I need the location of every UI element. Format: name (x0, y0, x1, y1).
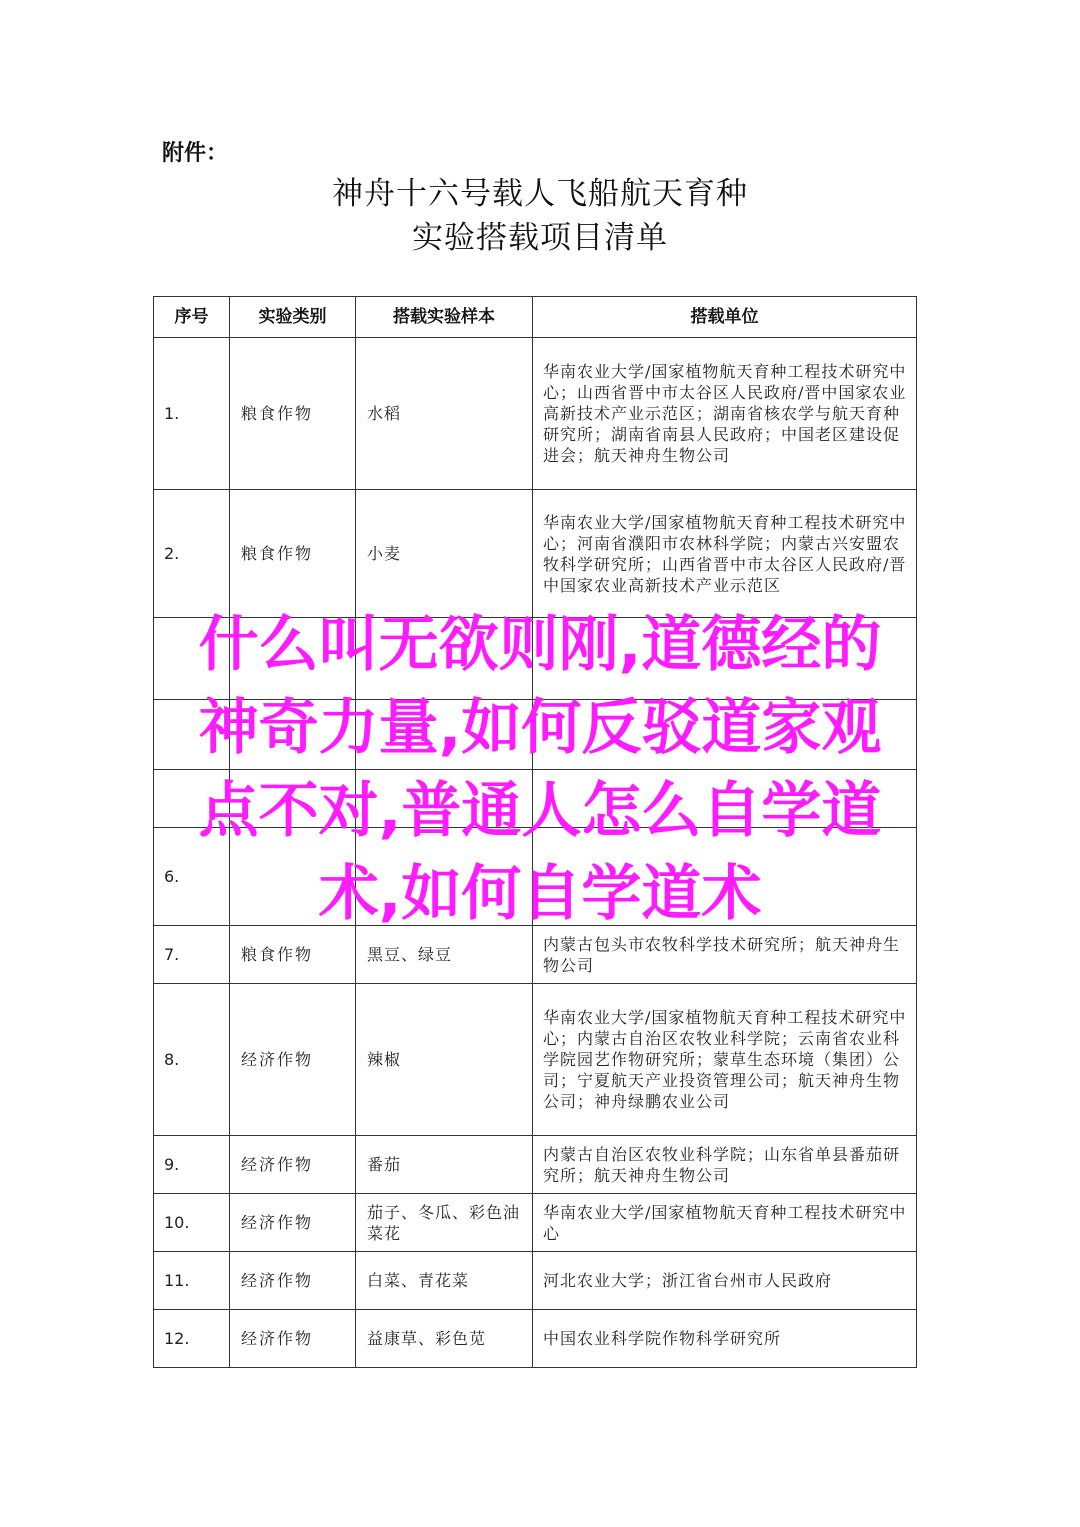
cell-unit: 华南农业大学/国家植物航天育种工程技术研究中心；内蒙古自治区农牧业科学院；云南省农业科学院园艺作物研究所；蒙草生态环境（集团）公司；宁夏航天产业投资管理公司；航天神舟生物公司；神舟绿鹏农业公司 (533, 984, 917, 1136)
table-row (154, 1136, 917, 1194)
cell-sample: 水稻 (356, 338, 533, 490)
header-sample: 搭载实验样本 (356, 297, 533, 338)
cell-seq: 1. (154, 338, 230, 490)
cell-category: 经济作物 (230, 1252, 356, 1310)
cell-unit: 中国农业科学院作物科学研究所 (533, 1310, 917, 1368)
cell-category: 粮食作物 (230, 926, 356, 984)
cell-seq: 12. (154, 1310, 230, 1368)
cell-sample: 辣椒 (356, 984, 533, 1136)
overlay-headline-line-3: 点不对,普通人怎么自学道 (198, 776, 882, 846)
header-seq: 序号 (154, 297, 230, 338)
cell-seq: 8. (154, 984, 230, 1136)
overlay-headline-line-1: 什么叫无欲则刚,道德经的 (198, 610, 882, 680)
cell-seq: 11. (154, 1252, 230, 1310)
attachment-label: 附件： (162, 141, 229, 166)
cell-category: 经济作物 (230, 1136, 356, 1194)
cell-sample: 小麦 (356, 490, 533, 618)
table-row (154, 926, 917, 984)
table-row (154, 490, 917, 618)
cell-seq: 2. (154, 490, 230, 618)
table-row (154, 338, 917, 490)
table-row (154, 1194, 917, 1252)
cell-category: 粮食作物 (230, 338, 356, 490)
header-category: 实验类别 (230, 297, 356, 338)
cell-seq: 10. (154, 1194, 230, 1252)
cell-unit: 华南农业大学/国家植物航天育种工程技术研究中心 (533, 1194, 917, 1252)
cell-seq: 9. (154, 1136, 230, 1194)
cell-sample: 白菜、青花菜 (356, 1252, 533, 1310)
cell-unit: 河北农业大学；浙江省台州市人民政府 (533, 1252, 917, 1310)
cell-category: 经济作物 (230, 984, 356, 1136)
cell-seq: 7. (154, 926, 230, 984)
table-row (154, 1252, 917, 1310)
table-row (154, 1310, 917, 1368)
cell-category: 经济作物 (230, 1310, 356, 1368)
cell-category: 粮食作物 (230, 490, 356, 618)
document-title-line-2: 实验搭载项目清单 (412, 220, 668, 256)
cell-unit: 华南农业大学/国家植物航天育种工程技术研究中心；山西省晋中市太谷区人民政府/晋中国家农业高新技术产业示范区；湖南省核农学与航天育种研究所；湖南省南县人民政府；中国老区建设促进会；航天神舟生物公司 (533, 338, 917, 490)
cell-unit: 华南农业大学/国家植物航天育种工程技术研究中心；河南省濮阳市农林科学院；内蒙古兴安盟农牧科学研究所；山西省晋中市太谷区人民政府/晋中国家农业高新技术产业示范区 (533, 490, 917, 618)
table-row (154, 984, 917, 1136)
table-header-row (154, 297, 917, 338)
cell-sample: 黑豆、绿豆 (356, 926, 533, 984)
cell-sample: 茄子、冬瓜、彩色油菜花 (356, 1194, 533, 1252)
cell-category: 经济作物 (230, 1194, 356, 1252)
overlay-headline-line-4: 术,如何自学道术 (318, 859, 762, 929)
cell-unit: 内蒙古自治区农牧业科学院；山东省单县番茄研究所；航天神舟生物公司 (533, 1136, 917, 1194)
document-title-line-1: 神舟十六号载人飞船航天育种 (332, 176, 748, 212)
cell-seq: 6. (154, 828, 230, 926)
header-unit: 搭载单位 (533, 297, 917, 338)
cell-sample: 番茄 (356, 1136, 533, 1194)
cell-unit: 内蒙古包头市农牧科学技术研究所；航天神舟生物公司 (533, 926, 917, 984)
cell-sample: 益康草、彩色苋 (356, 1310, 533, 1368)
overlay-headline-line-2: 神奇力量,如何反驳道家观 (198, 693, 882, 763)
